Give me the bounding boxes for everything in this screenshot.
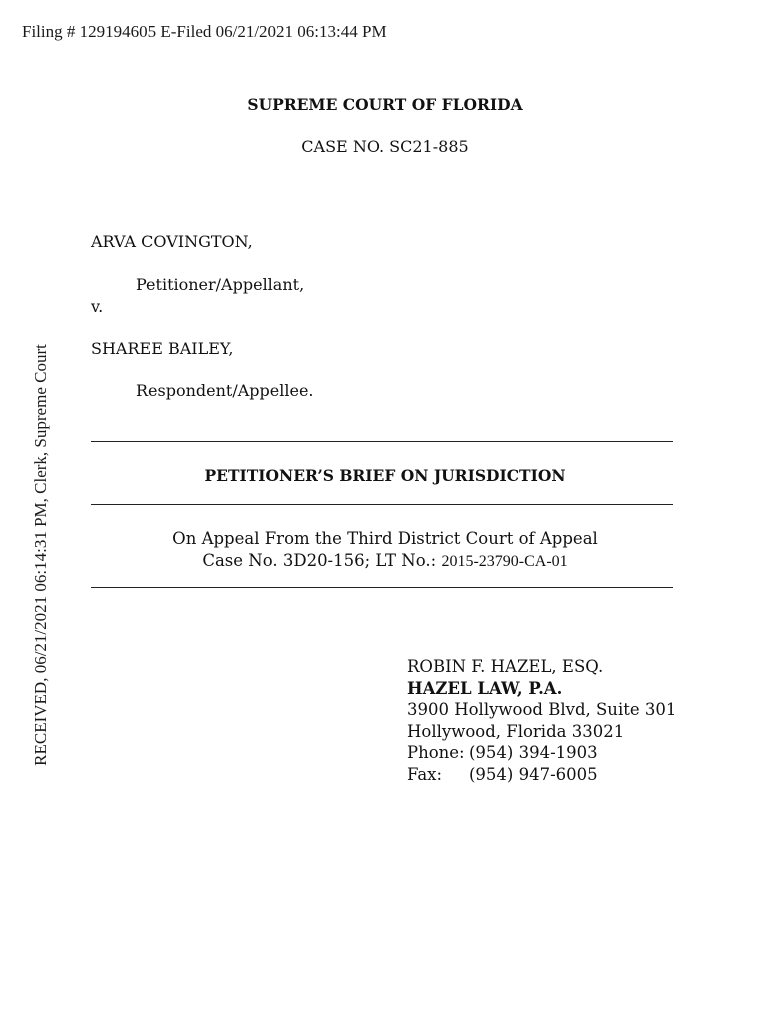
phone-number: (954) 394-1903 xyxy=(469,743,598,762)
lower-tribunal-number: 2015-23790-CA-01 xyxy=(441,553,568,570)
divider-bottom xyxy=(91,587,673,588)
firm-name: HAZEL LAW, P.A. xyxy=(407,678,563,698)
fax-number: (954) 947-6005 xyxy=(469,764,598,784)
case-number: CASE NO. SC21-885 xyxy=(301,137,469,156)
phone-label: Phone: xyxy=(407,743,465,762)
divider-top xyxy=(91,441,673,442)
versus: v. xyxy=(91,297,104,316)
appeal-court-line: On Appeal From the Third District Court of Appeal xyxy=(172,529,598,548)
phone-line xyxy=(407,742,676,764)
counsel-block xyxy=(407,656,676,785)
brief-title: PETITIONER’S BRIEF ON JURISDICTION xyxy=(204,466,566,485)
petitioner-role: Petitioner/Appellant, xyxy=(136,275,305,294)
divider-middle xyxy=(91,504,673,505)
received-stamp: RECEIVED, 06/21/2021 06:14:31 PM, Clerk, Supreme Court xyxy=(31,344,50,766)
petitioner-name: ARVA COVINGTON, xyxy=(91,232,253,251)
appeal-case-line xyxy=(0,551,770,571)
filing-header: Filing # 129194605 E-Filed 06/21/2021 06:13:44 PM xyxy=(22,22,387,41)
appeal-case-numbers: Case No. 3D20-156; LT No.: xyxy=(202,551,442,570)
attorney-name: ROBIN F. HAZEL, ESQ. xyxy=(407,657,604,676)
address-line-1: 3900 Hollywood Blvd, Suite 301 xyxy=(407,700,677,719)
fax-line xyxy=(407,764,676,786)
respondent-name: SHAREE BAILEY, xyxy=(91,339,234,358)
court-name: SUPREME COURT OF FLORIDA xyxy=(247,95,523,114)
address-line-2: Hollywood, Florida 33021 xyxy=(407,721,625,741)
fax-label: Fax: xyxy=(407,764,443,784)
respondent-role: Respondent/Appellee. xyxy=(136,381,314,400)
